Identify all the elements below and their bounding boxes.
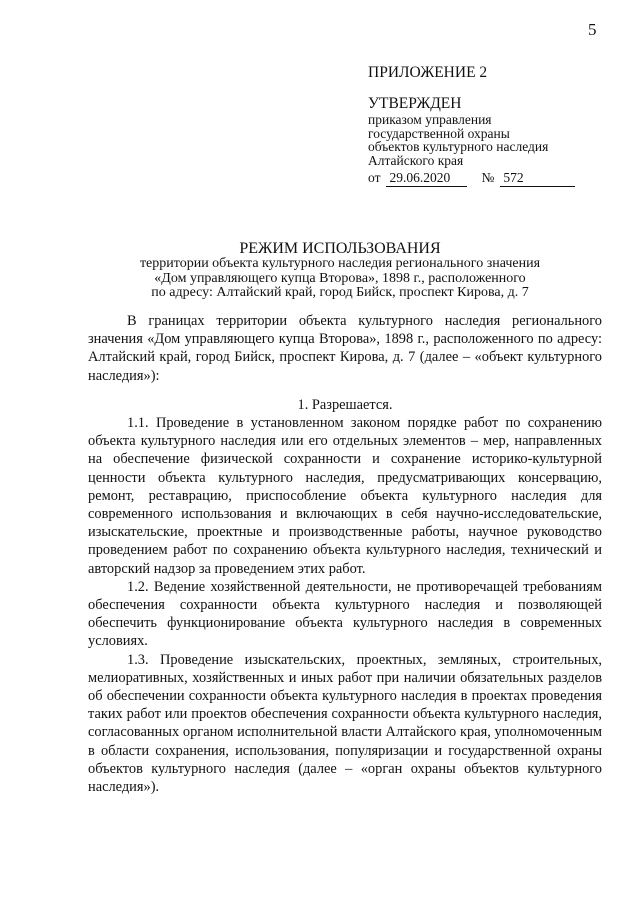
item-paragraph: 1.1. Проведение в установленном законом порядке работ по сохранению объекта культурного наследия или его отдельных элементов – мер, направленных на обеспечение физической сохранности и сохранение историко-культурной ценности объекта культурного наследия, предусматривающих консервацию, ремонт, реставрацию, приспособление объекта культурного наследия для современного использования и включающих в себя научно-исследовательские, изыскательские, проектные и производственные работы, научное руководство проведением работ по сохранению объекта культурного наследия, технический и авторский надзор за проведением этих работ. [88,415,602,577]
number-sign: № [481,170,495,185]
approval-line: объектов культурного наследия [368,139,549,154]
order-date: 29.06.2020 [386,170,467,187]
intro-paragraph: В границах территории объекта культурного наследия регионального значения «Дом управляющего купца Второва», 1898 г., расположенного по адресу: Алтайский край, город Бийск, проспект Кирова, д. 7 (далее – «объект культурного наследия»): [88,313,602,384]
document-title: РЕЖИМ ИСПОЛЬЗОВАНИЯ [239,240,441,257]
document-body [88,312,602,796]
subtitle-line: территории объекта культурного наследия регионального значения [139,256,541,271]
date-prefix: от [368,170,381,185]
section-heading: 1. Разрешается. [297,396,393,413]
item-paragraph: 1.2. Ведение хозяйственной деятельности, не противоречащей требованиям обеспечения сохранности объекта культурного наследия и позволяющей обеспечить функционирование объекта культурного наследия в современных условиях. [88,578,602,650]
document-title-block [80,240,600,301]
subtitle-line: по адресу: Алтайский край, город Бийск, проспект Кирова, д. 7 [151,285,529,300]
item-paragraph: 1.3. Проведение изыскательских, проектных, земляных, строительных, мелиоративных, хозяйственных и иных работ при наличии обязательных разделов об обеспечении сохранности объекта культурного наследия в проектах проведения таких работ или проектов обеспечения сохранности объекта культурного наследия, согласованных органом исполнительной власти Алтайского края, уполномоченным в области сохранения, использования, популяризации и государственной охраны объектов культурного наследия (далее – «орган охраны объектов культурного наследия»). [88,651,602,796]
subtitle-line: «Дом управляющего купца Второва», 1898 г., расположенного [154,270,526,286]
order-date-number [368,170,608,187]
approval-line: государственной охраны [368,125,510,141]
page-number: 5 [588,20,597,39]
approval-stamp [368,64,608,187]
appendix-label: ПРИЛОЖЕНИЕ 2 [368,64,488,81]
approved-label: УТВЕРЖДЕН [368,95,462,112]
order-number: 572 [500,170,575,187]
approval-line: приказом управления [368,112,492,127]
approval-line: Алтайского края [368,152,464,168]
